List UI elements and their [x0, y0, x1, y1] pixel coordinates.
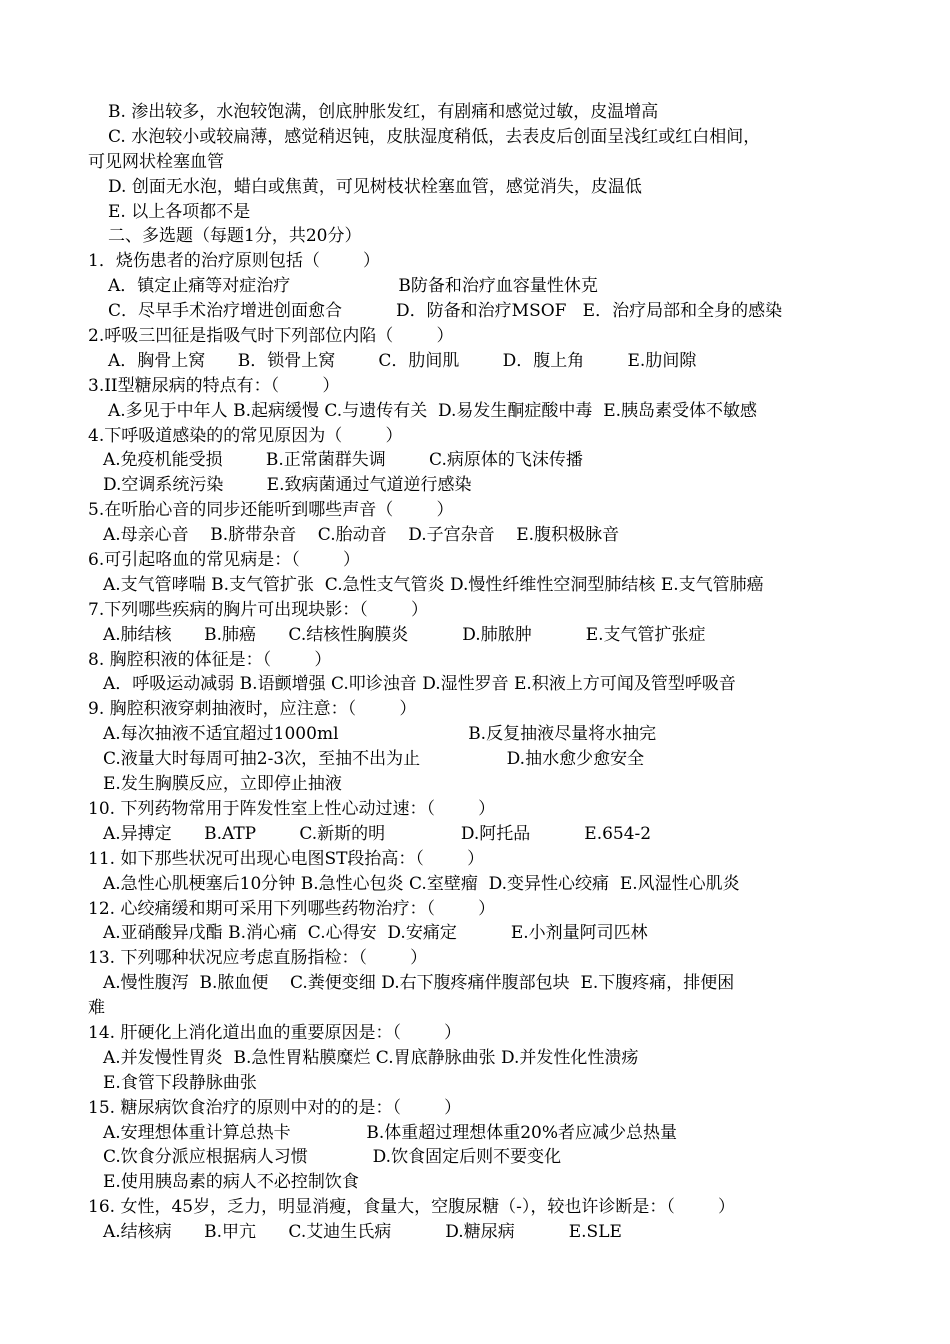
- question-9-options: A.每次抽液不适宜超过1000ml B.反复抽液尽量将水抽完: [103, 724, 657, 745]
- question-1-options: A．镇定止痛等对症治疗 B防备和治疗血容量性休克: [108, 276, 598, 297]
- question-15-options: C.饮食分派应根据病人习惯 D.饮食固定后则不要变化: [103, 1147, 562, 1168]
- question-2-options: A．胸骨上窝 B．锁骨上窝 C．肋间肌 D．腹上角 E.肋间隙: [108, 350, 697, 371]
- question-7-options: A.肺结核 B.肺癌 C.结核性胸膜炎 D.肺脓肿 E.支气管扩张症: [103, 624, 706, 645]
- question-13-options-continued: 难: [88, 998, 105, 1019]
- question-5-options: A.母亲心音 B.脐带杂音 C.胎动音 D.子宫杂音 E.腹积极脉音: [103, 525, 620, 546]
- question-13-options: A.慢性腹泻 B.脓血便 C.粪便变细 D.右下腹疼痛伴腹部包块 E.下腹疼痛，排便困: [103, 973, 735, 994]
- question-5: 5.在听胎心音的同步还能听到哪些声音（ ）: [88, 500, 454, 521]
- option-line: B. 渗出较多，水泡较饱满，创底肿胀发红，有剧痛和感觉过敏，皮温增高: [108, 102, 659, 122]
- question-13: 13. 下列哪种状况应考虑直肠指检：（ ）: [88, 948, 428, 969]
- question-14-options: A.并发慢性胃炎 B.急性胃粘膜糜烂 C.胃底静脉曲张 D.并发性化性溃疡: [103, 1047, 639, 1068]
- question-8: 8. 胸腔积液的体征是：（ ）: [88, 649, 332, 670]
- question-3: 3.II型糖尿病的特点有：（ ）: [88, 375, 340, 396]
- question-15-options: A.安理想体重计算总热卡 B.体重超过理想体重20%者应减少总热量: [103, 1122, 678, 1143]
- question-9-options: E.发生胸膜反应，立即停止抽液: [103, 774, 342, 795]
- question-16: 16. 女性，45岁，乏力，明显消瘦，食量大，空腹尿糖（-），较也许诊断是：（ ）: [88, 1197, 736, 1218]
- question-11: 11. 如下那些状况可出现心电图ST段抬高：（ ）: [88, 848, 485, 869]
- question-12: 12. 心绞痛缓和期可采用下列哪些药物治疗：（ ）: [88, 898, 496, 919]
- option-line: C. 水泡较小或较扁薄，感觉稍迟钝，皮肤湿度稍低，去表皮后创面呈浅红或红白相间，: [108, 126, 761, 147]
- question-4: 4.下呼吸道感染的的常见原因为（ ）: [88, 425, 403, 446]
- question-14: 14. 肝硬化上消化道出血的重要原因是：（ ）: [88, 1022, 462, 1043]
- question-16-options: A.结核病 B.甲亢 C.艾迪生氏病 D.糖尿病 E.SLE: [103, 1222, 622, 1243]
- question-10: 10. 下列药物常用于阵发性室上性心动过速：（ ）: [88, 798, 496, 819]
- option-line-continued: 可见网状栓塞血管: [88, 151, 224, 172]
- section-heading: 二、多选题（每题1分，共20分）: [108, 226, 362, 247]
- question-15-options: E.使用胰岛素的病人不必控制饮食: [103, 1172, 359, 1193]
- question-7: 7.下列哪些疾病的胸片可出现块影：（ ）: [88, 599, 428, 620]
- question-14-options: E.食管下段静脉曲张: [103, 1072, 257, 1093]
- question-6-options: A.支气管哮喘 B.支气管扩张 C.急性支气管炎 D.慢性纤维性空洞型肺结核 E.支气管肺癌: [103, 574, 764, 595]
- question-9-options: C.液量大时每周可抽2-3次，至抽不出为止 D.抽水愈少愈安全: [103, 749, 645, 770]
- question-3-options: A.多见于中年人 B.起病缓慢 C.与遗传有关 D.易发生酮症酸中毒 E.胰岛素受体不敏感: [108, 400, 758, 421]
- question-11-options: A.急性心肌梗塞后10分钟 B.急性心包炎 C.室壁瘤 D.变异性心绞痛 E.风湿性心肌炎: [103, 873, 740, 894]
- question-9: 9. 胸腔积液穿刺抽液时，应注意：（ ）: [88, 699, 417, 720]
- question-6: 6.可引起咯血的常见病是：（ ）: [88, 550, 360, 571]
- option-line: E. 以上各项都不是: [108, 201, 251, 222]
- option-line: D. 创面无水泡，蜡白或焦黄，可见树枝状栓塞血管，感觉消失，皮温低: [108, 176, 642, 197]
- question-4-options: A.免疫机能受损 B.正常菌群失调 C.病原体的飞沫传播: [103, 450, 583, 471]
- question-10-options: A.异搏定 B.ATP C.新斯的明 D.阿托品 E.654-2: [103, 823, 652, 844]
- question-2: 2.呼吸三凹征是指吸气时下列部位内陷（ ）: [88, 326, 454, 347]
- question-8-options: A．呼吸运动减弱 B.语颤增强 C.叩诊浊音 D.湿性罗音 E.积液上方可闻及管型呼吸音: [103, 674, 736, 695]
- question-1: 1．烧伤患者的治疗原则包括（ ）: [88, 251, 381, 272]
- question-12-options: A.亚硝酸异戊酯 B.消心痛 C.心得安 D.安痛定 E.小剂量阿司匹林: [103, 923, 648, 944]
- question-15: 15. 糖尿病饮食治疗的原则中对的的是：（ ）: [88, 1097, 462, 1118]
- question-4-options: D.空调系统污染 E.致病菌通过气道逆行感染: [103, 475, 472, 496]
- question-1-options: C．尽早手术治疗增进创面愈合 D．防备和治疗MSOF E．治疗局部和全身的感染: [108, 301, 783, 322]
